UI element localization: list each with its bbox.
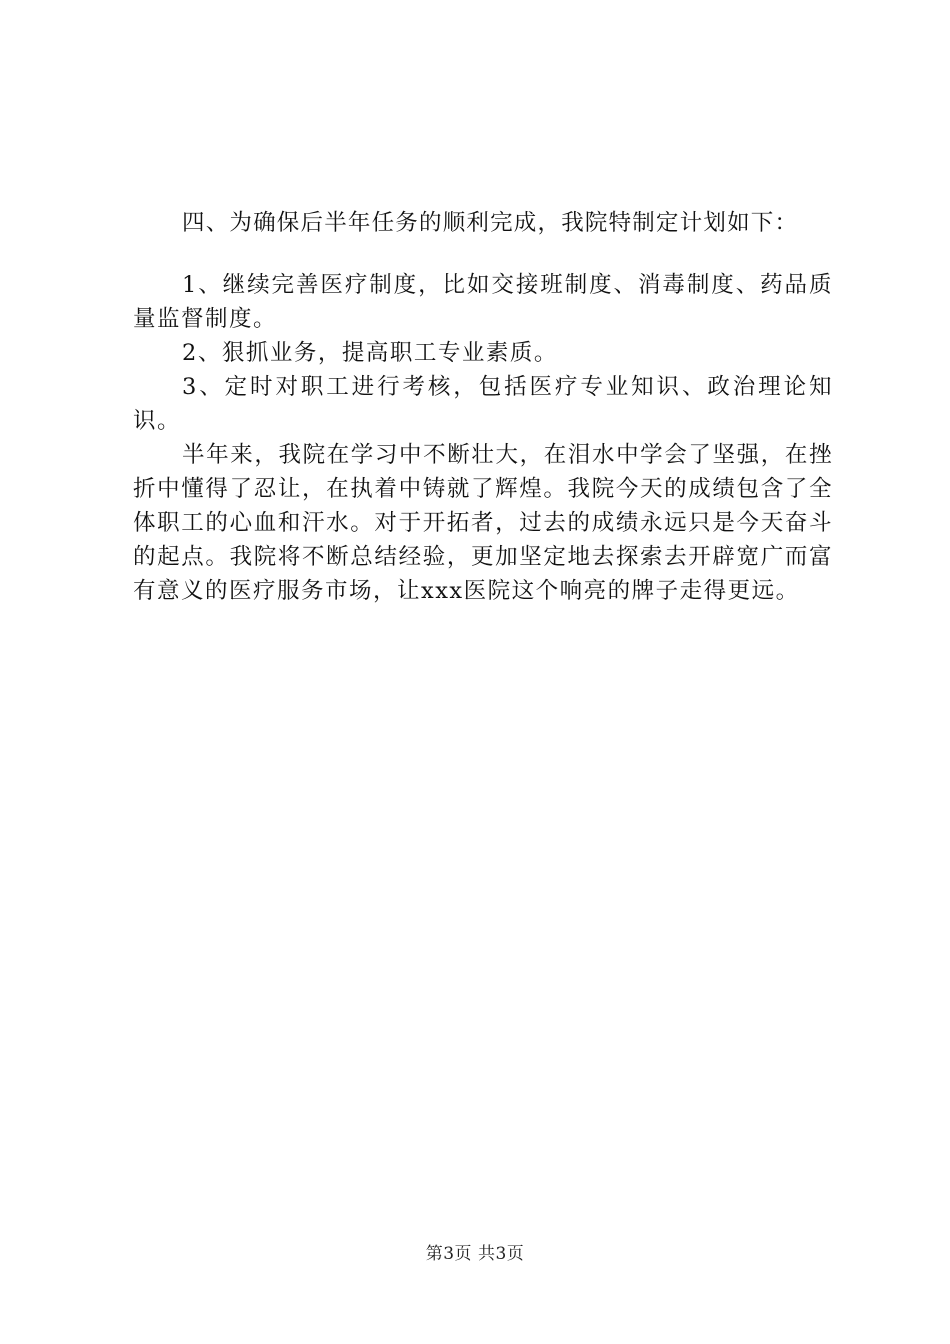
plan-item-2: 2、狠抓业务，提高职工专业素质。	[182, 340, 558, 366]
plan-item-3: 3、定时对职工进行考核，包括医疗专业知识、政治理论知识。	[133, 374, 833, 434]
summary-paragraph: 半年来，我院在学习中不断壮大，在泪水中学会了坚强，在挫折中懂得了忍让，在执着中铸就了辉煌。我院今天的成绩包含了全体职工的心血和汗水。对于开拓者，过去的成绩永远只是今天奋斗的起点。我院将不断总结经验，更加坚定地去探索去开辟宽广而富有意义的医疗服务市场，让xxx医院这个响亮的牌子走得更远。	[133, 442, 833, 604]
plan-item-1: 1、继续完善医疗制度，比如交接班制度、消毒制度、药品质量监督制度。	[133, 272, 833, 332]
section-heading-paragraph: 四、为确保后半年任务的顺利完成，我院特制定计划如下：	[182, 210, 799, 236]
page-number-footer: 第3页 共3页	[425, 1244, 525, 1264]
document-body	[133, 206, 833, 608]
